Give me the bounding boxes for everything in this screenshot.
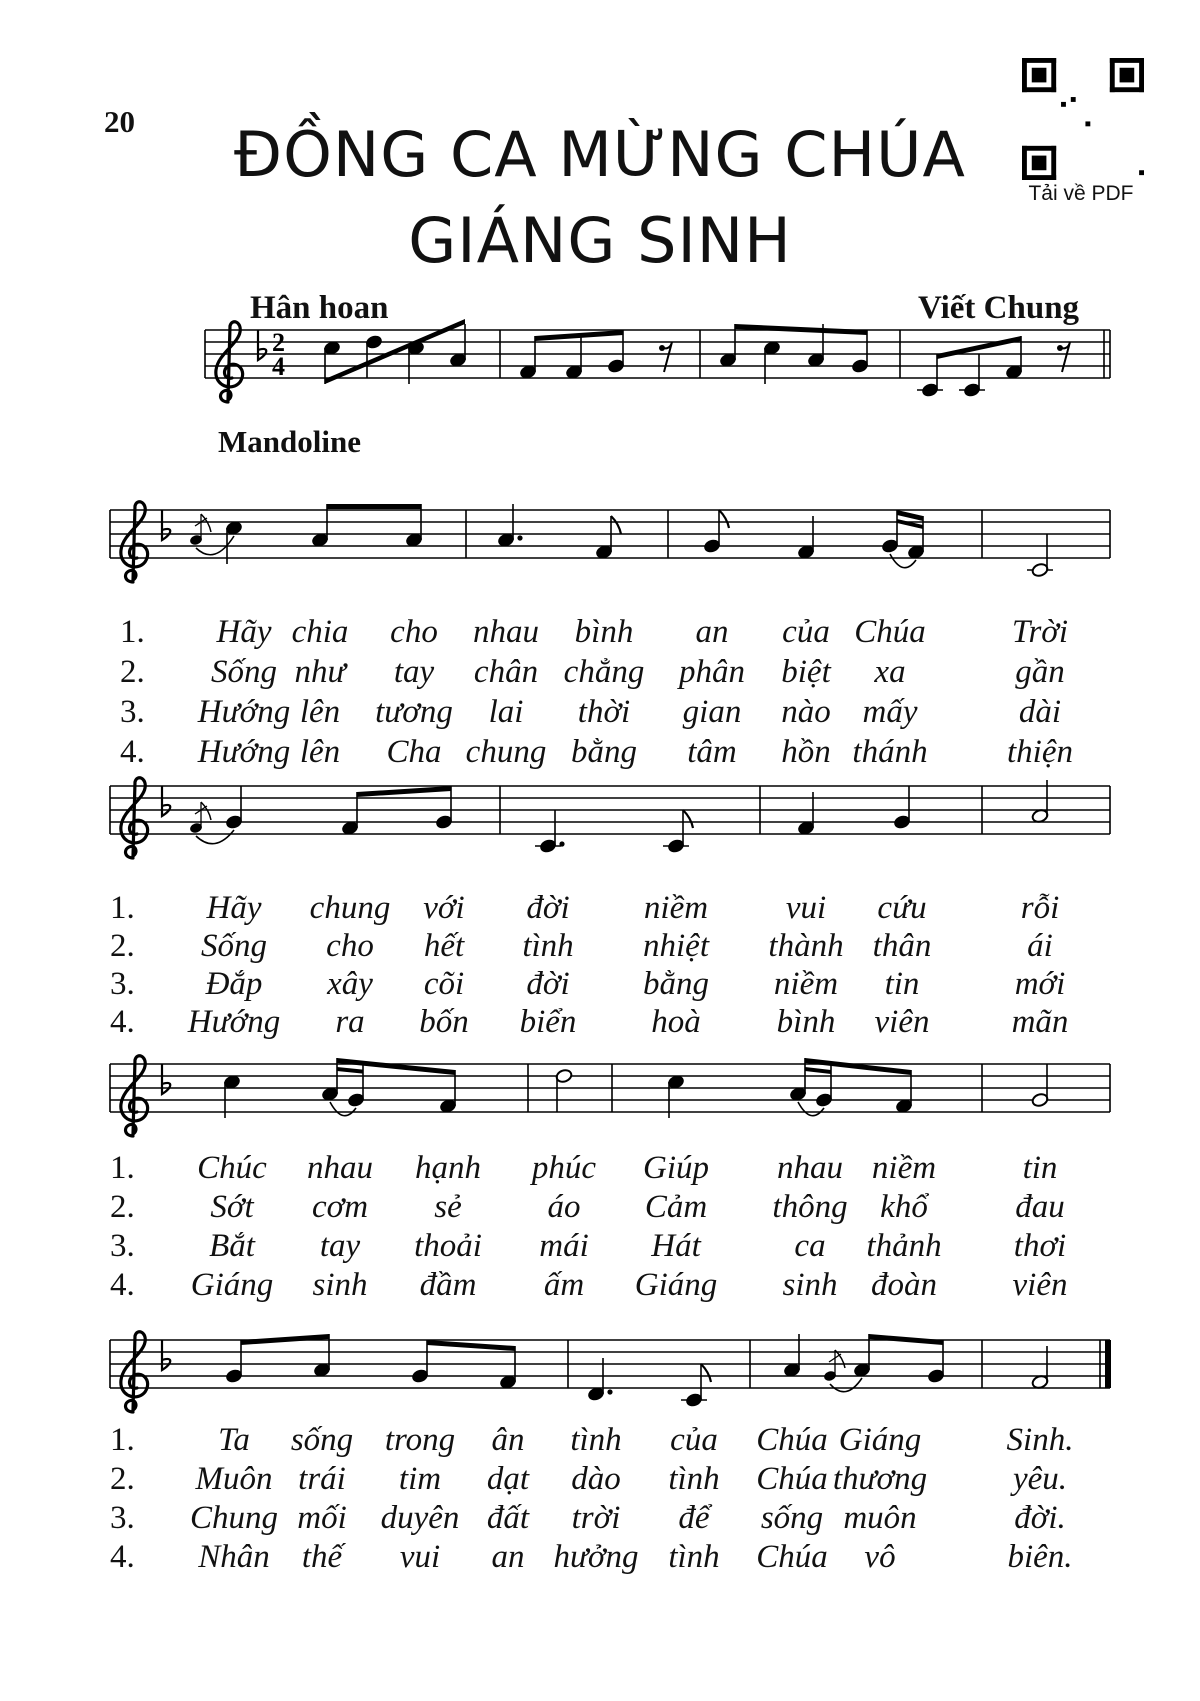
lyric-word: Sống xyxy=(211,654,277,690)
lyric-word: đầm xyxy=(419,1267,477,1303)
note-flag xyxy=(611,516,621,534)
verse-number: 2. xyxy=(110,1461,135,1497)
note-flag xyxy=(201,514,211,532)
treble-clef-icon xyxy=(121,1056,148,1136)
lyric-word: ra xyxy=(335,1004,365,1040)
flat-icon xyxy=(258,330,266,360)
beam-secondary xyxy=(805,1067,831,1074)
lyric-word: thánh xyxy=(852,734,928,770)
lyric-verse-2 xyxy=(0,928,1200,968)
beam xyxy=(325,319,465,384)
lyric-word: lai xyxy=(488,694,524,730)
lyric-word: tương xyxy=(375,694,453,730)
lyric-word: Cha xyxy=(386,734,442,770)
lyric-word: hồn xyxy=(781,734,831,770)
staff-intro xyxy=(0,320,1200,440)
lyric-word: để xyxy=(678,1500,710,1536)
lyric-word: Hãy xyxy=(206,890,262,926)
verse-number: 2. xyxy=(110,928,135,964)
lyric-word: niềm xyxy=(871,1150,937,1186)
lyric-word: sinh xyxy=(312,1267,368,1303)
eighth-rest-icon xyxy=(659,342,672,372)
lyric-word: Chúa xyxy=(854,614,926,650)
treble-clef-icon xyxy=(121,1332,148,1412)
lyric-word: bằng xyxy=(571,734,637,770)
lyric-word: dạt xyxy=(486,1461,530,1497)
lyric-word: đau xyxy=(1015,1189,1065,1225)
lyric-word: chẳng xyxy=(563,654,645,690)
lyric-word: tình xyxy=(668,1461,720,1497)
lyric-word: dào xyxy=(571,1461,621,1497)
song-title-line-2: GIÁNG SINH xyxy=(408,204,792,277)
lyric-word: ân xyxy=(491,1422,525,1458)
time-signature-bottom: 4 xyxy=(272,352,285,381)
lyric-word: xa xyxy=(874,654,906,690)
lyric-word: đời. xyxy=(1014,1500,1066,1536)
verse-number: 3. xyxy=(120,694,145,730)
lyric-word: cho xyxy=(326,928,374,964)
lyric-word: Chúc xyxy=(197,1150,267,1186)
lyric-word: mấy xyxy=(862,694,918,730)
tempo-marking: Hân hoan xyxy=(250,290,389,326)
lyric-word: Nhân xyxy=(198,1539,270,1575)
lyric-word: Chúa xyxy=(756,1461,828,1497)
lyric-word: thơi xyxy=(1013,1228,1067,1264)
treble-clef-icon xyxy=(121,502,148,582)
beam xyxy=(735,324,867,335)
flat-icon xyxy=(162,1340,170,1370)
lyric-word: đời xyxy=(526,966,570,1002)
page-number: 20 xyxy=(104,104,135,139)
lyric-word: bốn xyxy=(419,1004,469,1040)
lyric-verse-1 xyxy=(0,890,1200,930)
lyric-word: Hướng xyxy=(197,734,291,770)
lyric-word: trong xyxy=(384,1422,456,1458)
verse-number: 2. xyxy=(120,654,145,690)
beam xyxy=(357,786,451,797)
lyric-word: nào xyxy=(781,694,831,730)
lyric-word: Trời xyxy=(1011,614,1069,650)
verse-number: 4. xyxy=(120,734,145,770)
lyric-word: cơm xyxy=(311,1189,369,1225)
verse-number: 1. xyxy=(110,890,135,926)
lyric-word: nhau xyxy=(307,1150,373,1186)
lyric-word: cứu xyxy=(877,890,927,926)
lyric-verse-3 xyxy=(0,694,1200,734)
staff-system-2 xyxy=(0,776,1200,896)
lyric-word: đất xyxy=(486,1500,530,1536)
verse-number: 1. xyxy=(110,1422,135,1458)
time-signature-top: 2 xyxy=(272,328,285,357)
lyric-word: của xyxy=(782,614,830,650)
lyric-word: ái xyxy=(1027,928,1053,964)
lyric-word: của xyxy=(670,1422,718,1458)
beam-secondary xyxy=(897,519,923,529)
flat-icon xyxy=(162,1064,170,1094)
lyric-word: cõi xyxy=(423,966,465,1002)
flat-icon xyxy=(162,786,170,816)
lyric-word: Giáng xyxy=(190,1267,274,1303)
lyric-word: hạnh xyxy=(415,1150,481,1186)
composer-name: Viết Chung xyxy=(918,290,1080,326)
note-flag xyxy=(201,802,211,820)
lyric-word: Sinh. xyxy=(1006,1422,1074,1458)
lyric-verse-4 xyxy=(0,1004,1200,1044)
lyric-word: thế xyxy=(301,1539,343,1575)
lyric-word: Chúa xyxy=(756,1422,828,1458)
beam-secondary xyxy=(337,1067,363,1074)
lyric-word: nhau xyxy=(473,614,539,650)
lyric-word: lên xyxy=(299,694,341,730)
lyric-word: gần xyxy=(1015,654,1065,690)
lyric-verse-2 xyxy=(0,654,1200,694)
qr-caption[interactable]: Tải về PDF xyxy=(1028,182,1134,205)
slur xyxy=(196,830,234,844)
verse-number: 4. xyxy=(110,1004,135,1040)
lyric-word: Bắt xyxy=(209,1228,255,1264)
lyric-word: gian xyxy=(682,694,742,730)
lyric-word: viên xyxy=(1012,1267,1068,1303)
lyric-word: thông xyxy=(772,1189,848,1225)
staff-system-1 xyxy=(0,500,1200,620)
note-flag xyxy=(683,810,693,828)
lyric-word: ấm xyxy=(543,1267,585,1303)
lyric-verse-1 xyxy=(0,1422,1200,1462)
lyric-word: thân xyxy=(872,928,932,964)
lyric-word: Muôn xyxy=(195,1461,273,1497)
note-flag xyxy=(701,1364,711,1382)
lyric-word: mãn xyxy=(1011,1004,1069,1040)
lyric-word: biên. xyxy=(1007,1539,1073,1575)
lyric-word: an xyxy=(695,614,729,650)
lyric-word: hoà xyxy=(651,1004,701,1040)
lyric-word: khổ xyxy=(880,1189,928,1225)
lyric-word: ca xyxy=(794,1228,826,1264)
lyric-word: tay xyxy=(319,1228,361,1264)
verse-number: 3. xyxy=(110,1500,135,1536)
lyric-word: Hướng xyxy=(187,1004,281,1040)
lyric-word: vô xyxy=(864,1539,896,1575)
lyric-word: hết xyxy=(423,928,465,964)
lyric-word: bằng xyxy=(643,966,709,1002)
lyric-word: Cảm xyxy=(644,1189,708,1225)
lyric-word: muôn xyxy=(843,1500,917,1536)
lyric-word: yêu. xyxy=(1012,1461,1068,1497)
song-title-line-1: ĐỒNG CA MỪNG CHÚA xyxy=(234,118,966,191)
verse-number: 1. xyxy=(110,1150,135,1186)
lyric-word: bình xyxy=(776,1004,836,1040)
lyric-word: xây xyxy=(327,966,373,1002)
beam xyxy=(869,1334,943,1345)
verse-number: 3. xyxy=(110,1228,135,1264)
verse-number: 4. xyxy=(110,1267,135,1303)
lyric-word: Đắp xyxy=(205,966,263,1002)
instrument-label: Mandoline xyxy=(218,424,361,459)
lyric-word: phúc xyxy=(531,1150,597,1186)
lyric-word: bình xyxy=(574,614,634,650)
lyric-word: tin xyxy=(1022,1150,1058,1186)
lyric-word: duyên xyxy=(380,1500,460,1536)
beam xyxy=(427,1340,515,1351)
lyric-word: Hãy xyxy=(216,614,272,650)
lyric-word: lên xyxy=(299,734,341,770)
lyric-word: tim xyxy=(398,1461,442,1497)
lyric-word: tin xyxy=(884,966,920,1002)
lyric-word: rỗi xyxy=(1020,890,1060,926)
lyric-word: vui xyxy=(785,890,827,926)
lyric-word: tay xyxy=(393,654,435,690)
lyric-word: Hướng xyxy=(197,694,291,730)
final-barline-thick xyxy=(1105,1340,1111,1388)
lyric-word: biển xyxy=(519,1004,577,1040)
lyric-verse-4 xyxy=(0,1267,1200,1307)
lyric-word: tình xyxy=(668,1539,720,1575)
beam xyxy=(241,1334,329,1345)
lyric-verse-3 xyxy=(0,966,1200,1006)
lyric-word: áo xyxy=(547,1189,581,1225)
lyric-word: an xyxy=(491,1539,525,1575)
augmentation-dot xyxy=(607,1389,612,1394)
lyric-word: đời xyxy=(526,890,570,926)
lyric-word: tình xyxy=(522,928,574,964)
lyric-word: thảnh xyxy=(866,1228,942,1264)
lyric-word: thời xyxy=(577,694,631,730)
qr-code[interactable] xyxy=(1022,58,1144,180)
lyric-word: Ta xyxy=(218,1422,250,1458)
lyric-word: thoải xyxy=(414,1228,482,1264)
lyric-word: nhiệt xyxy=(643,928,709,964)
lyric-word: sinh xyxy=(782,1267,838,1303)
lyric-word: Sống xyxy=(201,928,267,964)
lyric-word: trái xyxy=(298,1461,346,1497)
lyric-verse-2 xyxy=(0,1189,1200,1229)
lyric-word: đoàn xyxy=(871,1267,937,1303)
lyric-verse-1 xyxy=(0,1150,1200,1190)
lyric-word: biệt xyxy=(781,654,831,690)
lyric-word: vui xyxy=(399,1539,441,1575)
lyric-word: Hát xyxy=(651,1228,701,1264)
beam xyxy=(897,510,923,521)
verse-number: 4. xyxy=(110,1539,135,1575)
lyric-word: như xyxy=(294,654,346,690)
lyric-word: sẻ xyxy=(434,1189,462,1225)
treble-clef-icon xyxy=(121,778,148,858)
beam xyxy=(535,330,623,341)
lyric-verse-4 xyxy=(0,734,1200,774)
verse-number: 1. xyxy=(120,614,145,650)
verse-number: 2. xyxy=(110,1189,135,1225)
flat-icon xyxy=(162,510,170,540)
lyric-word: thương xyxy=(832,1461,928,1497)
lyric-word: chung xyxy=(465,734,547,770)
lyric-word: hưởng xyxy=(553,1539,639,1575)
lyric-word: Giáng xyxy=(634,1267,718,1303)
lyric-word: Chung xyxy=(189,1500,279,1536)
lyric-word: trời xyxy=(571,1500,621,1536)
lyric-word: cho xyxy=(390,614,438,650)
lyric-verse-3 xyxy=(0,1500,1200,1540)
lyric-word: chung xyxy=(309,890,391,926)
lyric-word: tâm xyxy=(687,734,737,770)
treble-clef-icon xyxy=(216,322,243,402)
lyric-verse-4 xyxy=(0,1539,1200,1579)
lyric-word: Giáng xyxy=(838,1422,922,1458)
eighth-rest-icon xyxy=(1057,342,1070,372)
lyric-verse-1 xyxy=(0,614,1200,654)
lyric-word: chân xyxy=(473,654,539,690)
lyric-word: mái xyxy=(539,1228,589,1264)
lyric-word: Chúa xyxy=(756,1539,828,1575)
lyric-word: thành xyxy=(768,928,844,964)
lyric-word: Giúp xyxy=(643,1150,709,1186)
verse-number: 3. xyxy=(110,966,135,1002)
lyric-verse-3 xyxy=(0,1228,1200,1268)
lyric-word: Sớt xyxy=(210,1189,254,1225)
lyric-word: sống xyxy=(290,1422,354,1458)
lyric-word: thiện xyxy=(1007,734,1073,770)
lyric-word: nhau xyxy=(777,1150,843,1186)
note-flag xyxy=(719,510,729,528)
lyric-word: chia xyxy=(291,614,349,650)
lyric-word: niềm xyxy=(643,890,709,926)
lyric-word: viên xyxy=(874,1004,930,1040)
lyric-word: sống xyxy=(760,1500,824,1536)
lyric-word: mới xyxy=(1014,966,1066,1002)
lyric-word: tình xyxy=(570,1422,622,1458)
slur xyxy=(830,1378,862,1392)
beam xyxy=(327,504,421,509)
lyric-word: niềm xyxy=(773,966,839,1002)
lyric-word: phân xyxy=(679,654,745,690)
lyric-verse-2 xyxy=(0,1461,1200,1501)
augmentation-dot xyxy=(517,535,522,540)
lyric-word: với xyxy=(423,890,465,926)
lyric-word: mối xyxy=(297,1500,347,1536)
augmentation-dot xyxy=(559,841,564,846)
lyric-word: dài xyxy=(1018,694,1062,730)
